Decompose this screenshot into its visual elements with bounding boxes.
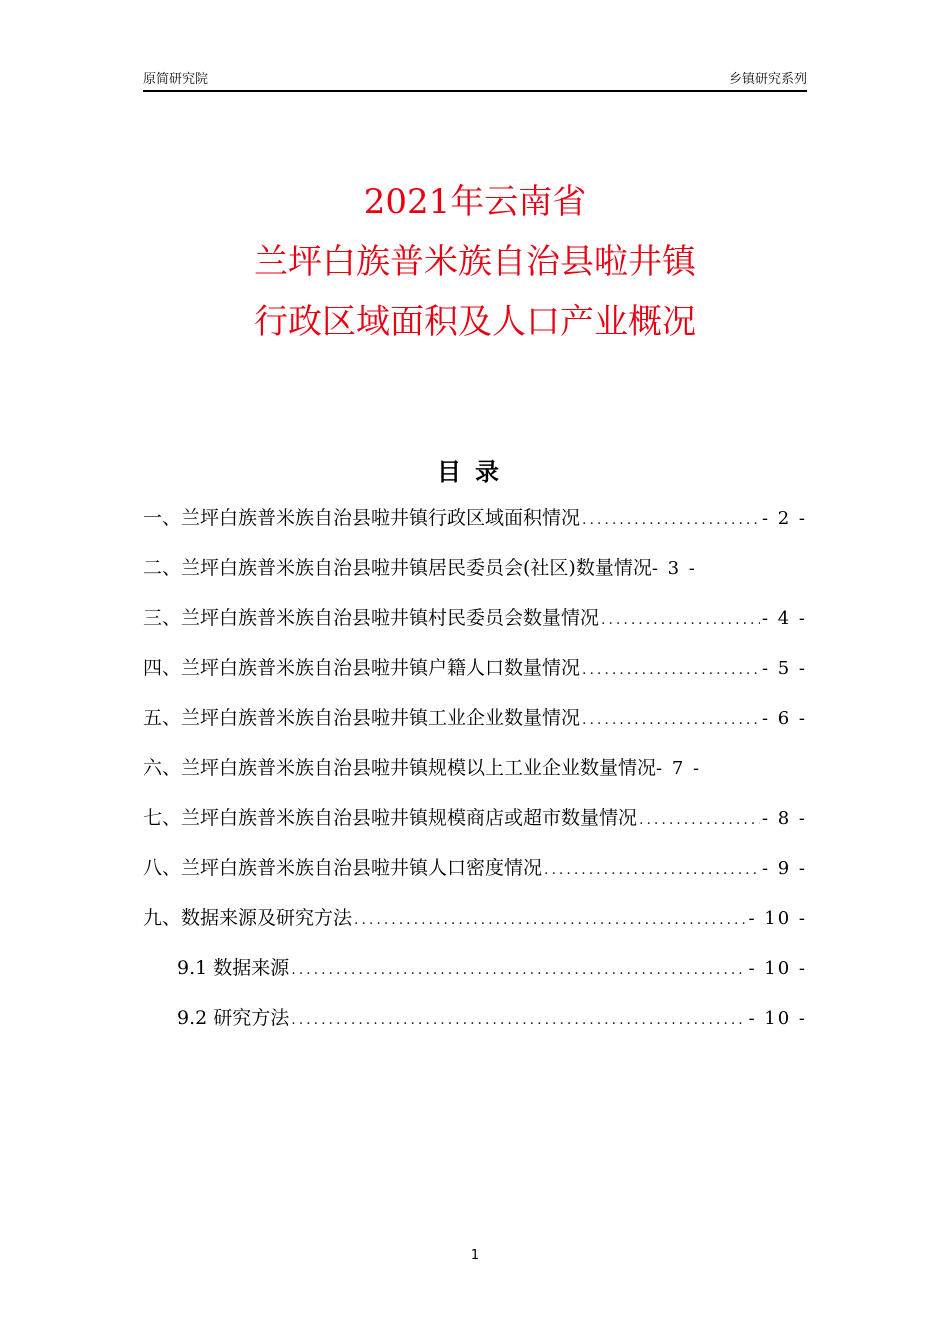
- toc-entry-page: - 4 -: [761, 608, 807, 629]
- toc-entry[interactable]: [143, 753, 807, 803]
- toc-entry-page: - 9 -: [761, 858, 807, 879]
- toc-entry[interactable]: [143, 703, 807, 753]
- title-line-3: 行政区域面积及人口产业概况: [254, 302, 696, 342]
- page-header: [143, 68, 807, 92]
- toc-entry[interactable]: [143, 553, 807, 603]
- toc-entry-page: - 5 -: [761, 658, 807, 679]
- title-line-1: 2021年云南省: [363, 182, 587, 222]
- toc-entry-page: - 2 -: [761, 508, 807, 529]
- toc-entry-label: 一、兰坪白族普米族自治县啦井镇行政区域面积情况: [143, 507, 581, 529]
- toc-entry[interactable]: [143, 803, 807, 853]
- toc-leader-dots: [639, 812, 760, 828]
- table-of-contents: [143, 503, 807, 1053]
- toc-entry-label: 三、兰坪白族普米族自治县啦井镇村民委员会数量情况: [143, 607, 600, 629]
- toc-entry-page: - 7 -: [656, 758, 702, 779]
- toc-entry-page: - 10 -: [748, 958, 807, 979]
- toc-leader-dots: [544, 862, 760, 878]
- toc-leader-dots: [582, 662, 760, 678]
- title-line-2: 兰坪白族普米族自治县啦井镇: [254, 242, 696, 282]
- toc-entry-label: 9.1 数据来源: [177, 957, 290, 979]
- toc-entry[interactable]: [143, 853, 807, 903]
- toc-entry-label: 七、兰坪白族普米族自治县啦井镇规模商店或超市数量情况: [143, 807, 638, 829]
- toc-entry-label: 9.2 研究方法: [177, 1007, 290, 1029]
- toc-entry[interactable]: [143, 603, 807, 653]
- toc-leader-dots: [582, 712, 760, 728]
- toc-leader-dots: [354, 912, 746, 928]
- toc-entry-label: 九、数据来源及研究方法: [143, 907, 353, 929]
- toc-leader-dots: [601, 612, 760, 628]
- toc-leader-dots: [582, 512, 760, 528]
- toc-entry-page: - 3 -: [651, 558, 697, 579]
- toc-heading: 目录: [437, 458, 513, 486]
- toc-entry-label: 二、兰坪白族普米族自治县啦井镇居民委员会(社区)数量情况: [143, 557, 652, 579]
- toc-entry-label: 四、兰坪白族普米族自治县啦井镇户籍人口数量情况: [143, 657, 581, 679]
- toc-entry-page: - 6 -: [761, 708, 807, 729]
- header-publisher: 原简研究院: [143, 72, 209, 87]
- toc-leader-dots: [291, 1012, 746, 1028]
- toc-subentry[interactable]: [143, 1003, 807, 1053]
- document-title: [0, 172, 950, 352]
- toc-entry-label: 八、兰坪白族普米族自治县啦井镇人口密度情况: [143, 857, 543, 879]
- toc-entry-page: - 10 -: [748, 1008, 807, 1029]
- toc-entry[interactable]: [143, 903, 807, 953]
- toc-entry-page: - 10 -: [748, 908, 807, 929]
- toc-entry[interactable]: [143, 503, 807, 553]
- toc-entry-page: - 8 -: [761, 808, 807, 829]
- page-number: 1: [470, 1248, 480, 1263]
- toc-entry-label: 五、兰坪白族普米族自治县啦井镇工业企业数量情况: [143, 707, 581, 729]
- toc-subentry[interactable]: [143, 953, 807, 1003]
- toc-entry[interactable]: [143, 653, 807, 703]
- header-series: 乡镇研究系列: [728, 72, 807, 87]
- toc-entry-label: 六、兰坪白族普米族自治县啦井镇规模以上工业企业数量情况: [143, 757, 657, 779]
- toc-leader-dots: [291, 962, 746, 978]
